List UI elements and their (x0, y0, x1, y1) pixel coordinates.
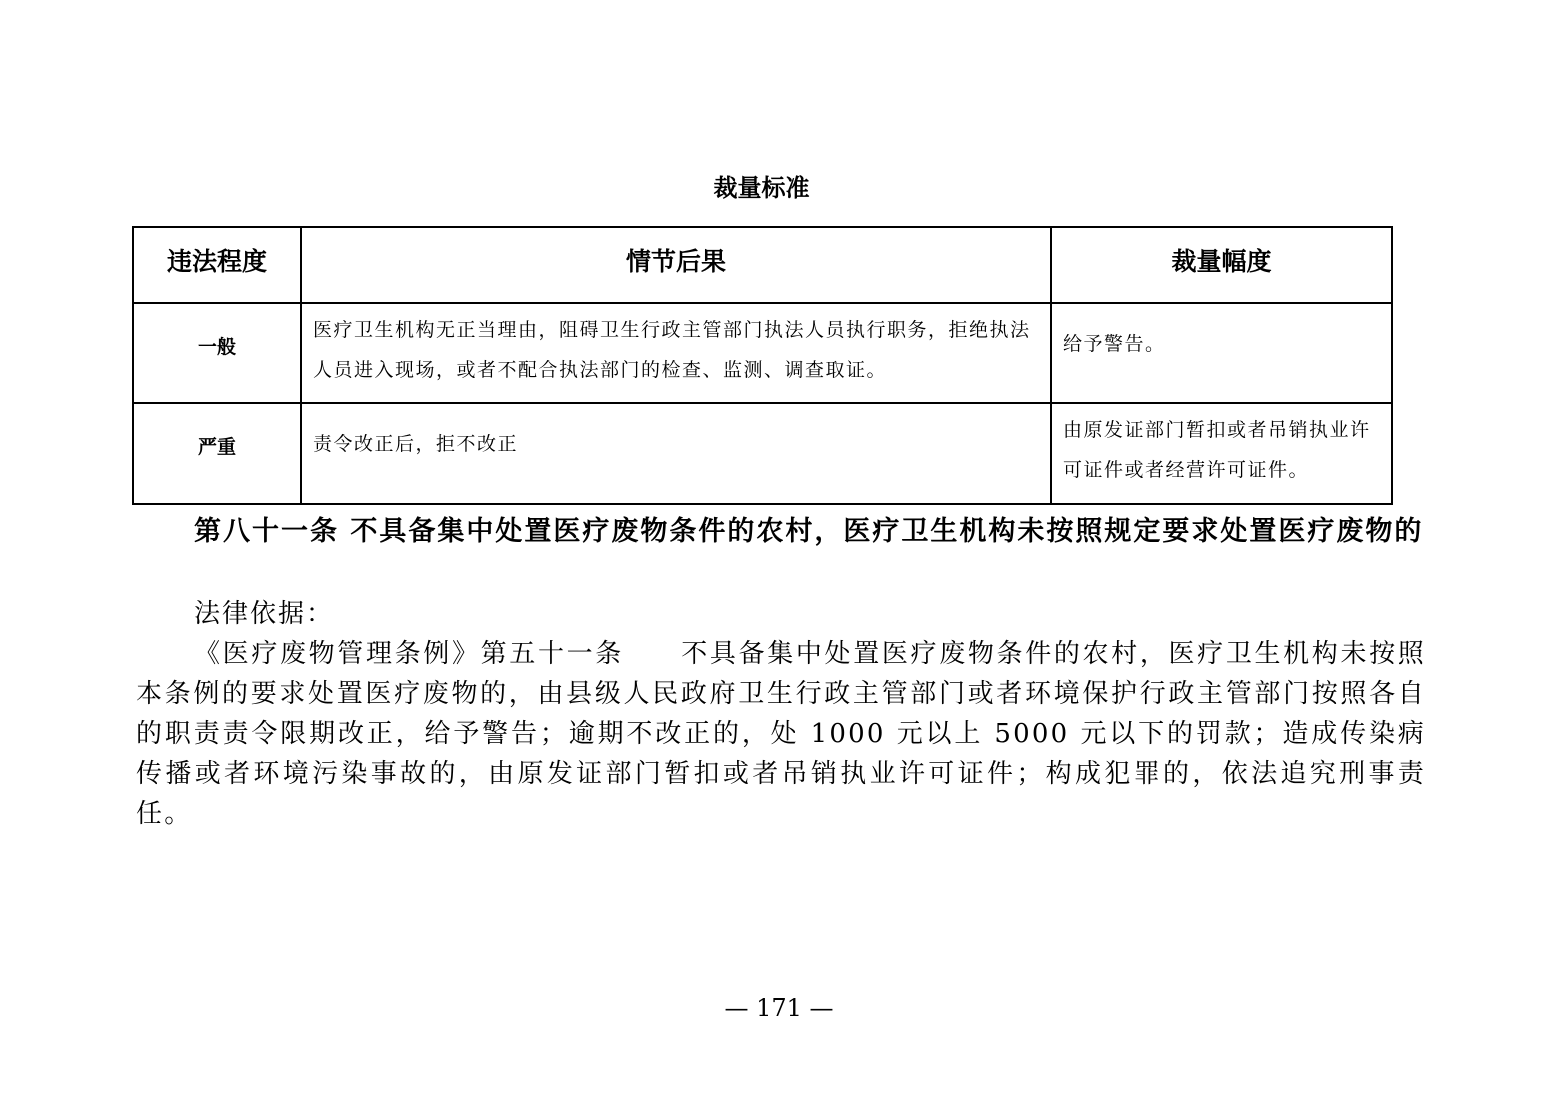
header-circumstance: 情节后果 (301, 227, 1051, 303)
penalty-cell: 给予警告。 (1051, 303, 1392, 403)
circumstance-cell: 医疗卫生机构无正当理由，阻碍卫生行政主管部门执法人员执行职务，拒绝执法人员进入现场，或者不配合执法部门的检查、监测、调查取证。 (301, 303, 1051, 403)
level-cell: 一般 (133, 303, 301, 403)
table-header-row (133, 227, 1392, 303)
penalty-cell: 由原发证部门暂扣或者吊销执业许可证件或者经营许可证件。 (1051, 403, 1392, 504)
circumstance-cell: 责令改正后，拒不改正 (301, 403, 1051, 504)
header-violation-degree: 违法程度 (133, 227, 301, 303)
table-row (133, 303, 1392, 403)
discretion-standard-table (132, 226, 1393, 505)
legal-basis-label: 法律依据： (194, 599, 335, 629)
header-penalty-range: 裁量幅度 (1051, 227, 1392, 303)
table-row (133, 403, 1392, 504)
article-heading: 第八十一条 不具备集中处置医疗废物条件的农村，医疗卫生机构未按照规定要求处置医疗废物的 (194, 516, 1424, 547)
legal-basis-text: 《医疗废物管理条例》第五十一条 不具备集中处置医疗废物条件的农村，医疗卫生机构未按照本条例的要求处置医疗废物的，由县级人民政府卫生行政主管部门或者环境保护行政主管部门按照各自的职责责令限期改正，给予警告；逾期不改正的，处 1000 元以上 5000 元以下的罚款；造成传染病传播或者环境污染事故的，由原发证部门暂扣或者吊销执业许可证件；构成犯罪的，依法追究刑事责任。 (136, 639, 1426, 829)
level-cell: 严重 (133, 403, 301, 504)
page-number: — 171 — (724, 994, 834, 1022)
table-title: 裁量标准 (713, 174, 810, 202)
